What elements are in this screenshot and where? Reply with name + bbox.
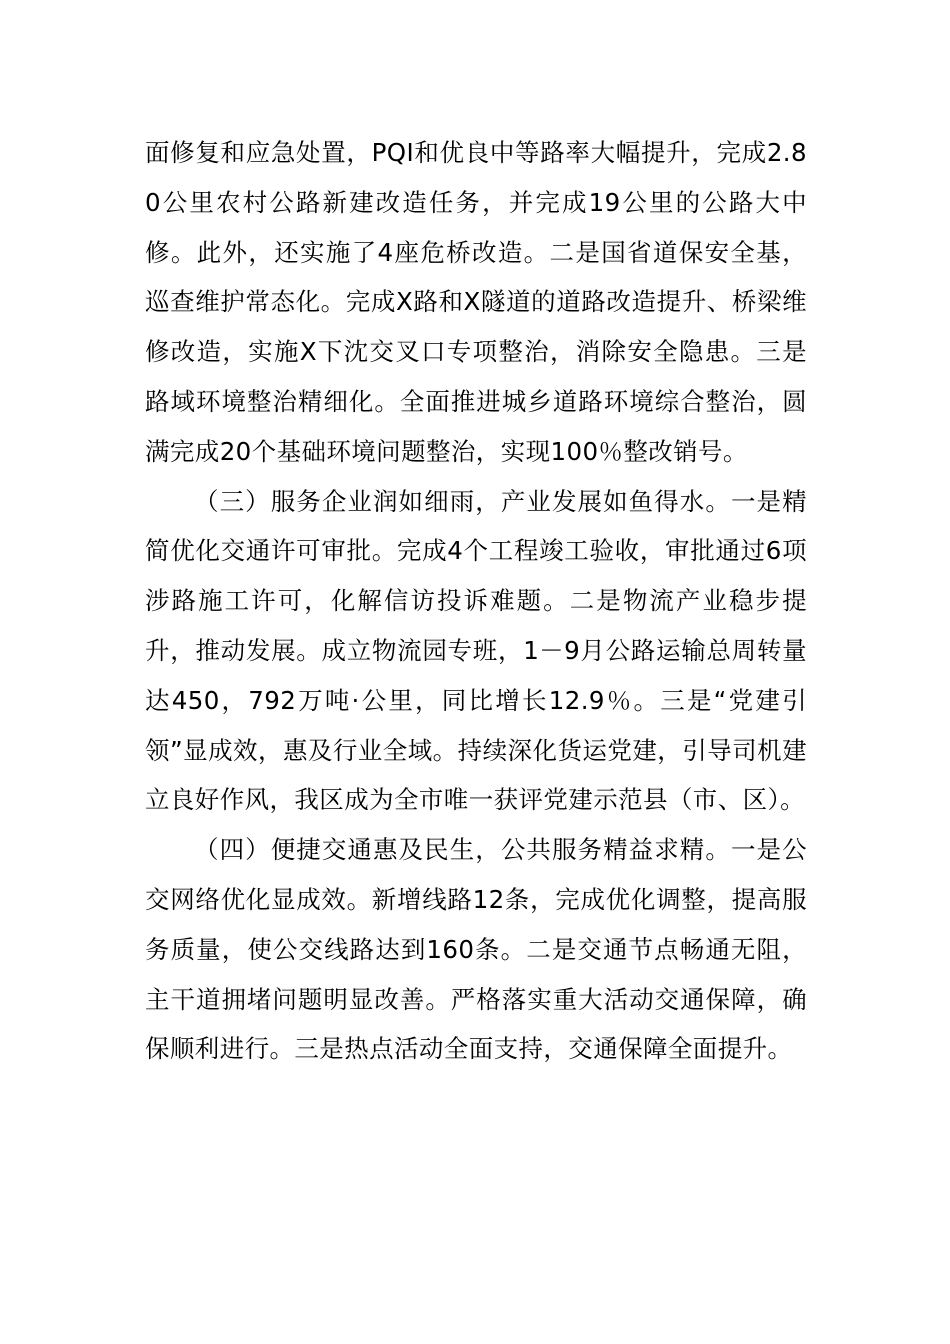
paragraph-road-maintenance: 面修复和应急处置，PQI和优良中等路率大幅提升，完成2.80公里农村公路新建改造任务，并完成19公里的公路大中修。此外，还实施了4座危桥改造。二是国省道保安全基，巡查维护常态化。完成X路和X隧道的道路改造提升、桥梁维修改造，实施X下沈交叉口专项整治，消除安全隐患。三是路域环境整治精细化。全面推进城乡道路环境综合整治，圆满完成20个基础环境问题整治，实现100％整改销号。 [145, 138, 807, 466]
paragraph-public-transport: （四）便捷交通惠及民生，公共服务精益求精。一是公交网络优化显成效。新增线路12条，完成优化调整，提高服务质量，使公交线路达到160条。二是交通节点畅通无阻，主干道拥堵问题明显改善。严格落实重大活动交通保障，确保顺利进行。三是热点活动全面支持，交通保障全面提升。 [145, 835, 807, 1064]
paragraph-enterprise-service: （三）服务企业润如细雨，产业发展如鱼得水。一是精简优化交通许可审批。完成4个工程竣工验收，审批通过6项涉路施工许可，化解信访投诉难题。二是物流产业稳步提升，推动发展。成立物流园专班，1－9月公路运输总周转量达450，792万吨·公里，同比增长12.9％。三是“党建引领”显成效，惠及行业全域。持续深化货运党建，引导司机建立良好作风，我区成为全市唯一获评党建示范县（市、区）。 [145, 486, 807, 815]
document-page [145, 128, 807, 1074]
